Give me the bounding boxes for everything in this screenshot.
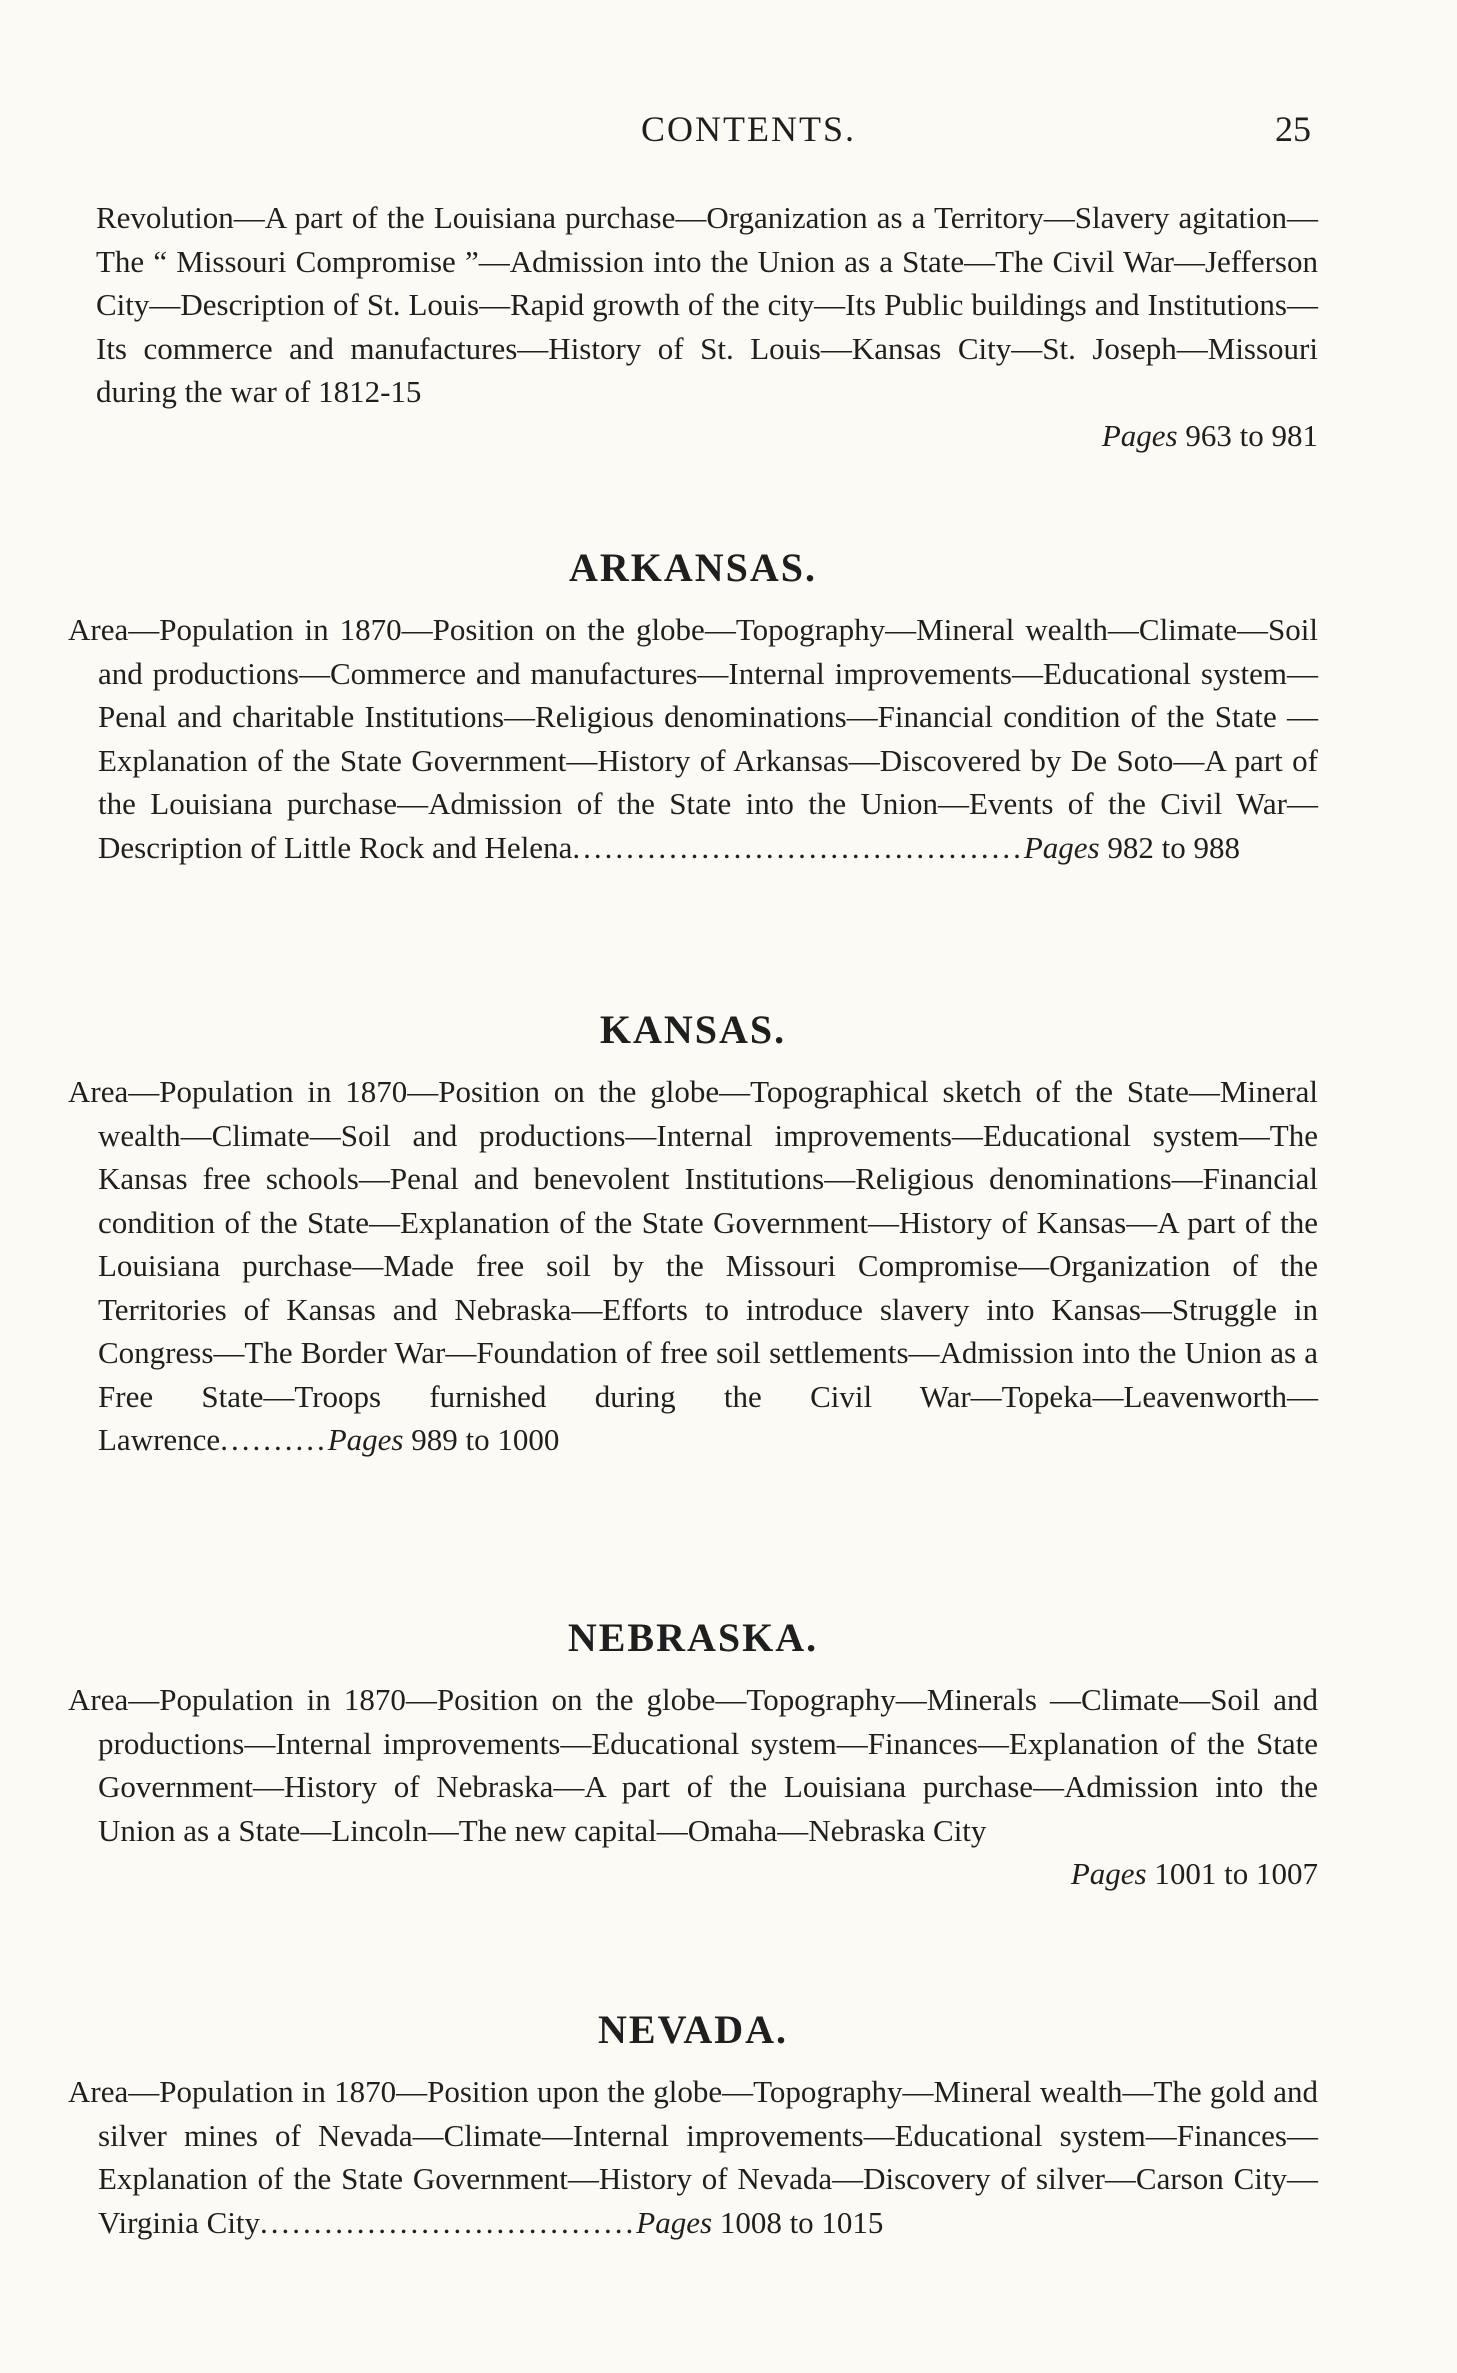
section-kansas (68, 1000, 1318, 1462)
section-nevada (68, 2000, 1318, 2244)
section-summary-missouri: Revolution—A part of the Louisiana purchase—Organization as a Territory—Slavery agitation—The “ Missouri Compromise ”—Admission into the Union as a State—The Civil War—Jefferson City—Description of St. Louis—Rapid growth of the city—Its Public buildings and Institutions—Its commerce and manufactures—History of St. Louis—Kansas City—St. Joseph—Missouri during the war of 1812-15 (96, 200, 1318, 409)
pages-reference-nevada (636, 2205, 883, 2240)
page-number: 25 (1275, 109, 1311, 149)
pages-reference-arkansas (1024, 830, 1240, 865)
leader-dots: .......... (220, 1422, 328, 1457)
pages-range: 1001 to 1007 (1154, 1856, 1318, 1891)
section-arkansas (68, 538, 1318, 869)
pages-reference-kansas (328, 1422, 560, 1457)
section-summary-kansas (68, 1070, 1318, 1462)
page-title: CONTENTS. (641, 109, 856, 149)
pages-label: Pages (327, 1422, 404, 1457)
section-nebraska (68, 1608, 1318, 1896)
pages-range: 1008 to 1015 (719, 2204, 884, 2240)
pages-label: Pages (1070, 1856, 1147, 1891)
summary-text: Area—Population in 1870—Position upon the globe—Topography—Mineral wealth—The gold and silver mines of Nevada—Climate—Internal improvements—Educational system—Finances—Explanation of the State Government—History of Nevada—Discovery of silver—Carson City—Virginia City (68, 2074, 1318, 2240)
section-heading-arkansas: ARKANSAS. (568, 545, 818, 590)
leader-dots: ................................... (260, 2204, 637, 2240)
pages-range: 982 to 988 (1107, 829, 1240, 865)
leader-dots: .......................................... (572, 829, 1024, 865)
section-heading-nebraska: NEBRASKA. (567, 1615, 819, 1660)
pages-reference-nebraska (68, 1852, 1318, 1896)
pages-label: Pages (1101, 417, 1178, 453)
pages-label: Pages (1023, 829, 1100, 865)
pages-range: 989 to 1000 (411, 1422, 560, 1457)
pages-range: 963 to 981 (1185, 417, 1318, 453)
section-heading-nevada: NEVADA. (598, 2007, 788, 2052)
section-summary-nebraska: Area—Population in 1870—Position on the globe—Topography—Minerals —Climate—Soil and productions—Internal improvements—Educational system—Finances—Explanation of the State Government—History of Nebraska—A part of the Louisiana purchase—Admission into the Union as a State—Lincoln—The new capital—Omaha—Nebraska City (68, 1682, 1318, 1848)
section-summary-arkansas (68, 608, 1318, 869)
pages-reference-missouri (68, 414, 1318, 458)
pages-label: Pages (636, 2204, 713, 2240)
section-summary-nevada (68, 2070, 1318, 2244)
section-heading-kansas: KANSAS. (599, 1007, 787, 1052)
summary-text: Area—Population in 1870—Position on the globe—Topographical sketch of the State—Mineral wealth—Climate—Soil and productions—Internal improvements—Educational system—The Kansas free schools—Penal and benevolent Institutions—Religious denominations—Financial condition of the State—Explanation of the State Government—History of Kansas—A part of the Louisiana purchase—Made free soil by the Missouri Compromise—Organization of the Territories of Kansas and Nebraska—Efforts to introduce slavery into Kansas—Struggle in Congress—The Border War—Foundation of free soil settlements—Admission into the Union as a Free State—Troops furnished during the Civil War—Topeka—Leavenworth—Lawrence (68, 1074, 1318, 1457)
running-head (96, 108, 1311, 158)
summary-text: Area—Population in 1870—Position on the globe—Topography—Mineral wealth—Climate—Soil and productions—Commerce and manufactures—Internal improvements—Educational system—Penal and charitable Institutions—Religious denominations—Financial condition of the State —Explanation of the State Government—History of Arkansas—Discovered by De Soto—A part of the Louisiana purchase—Admission of the State into the Union—Events of the Civil War—Description of Little Rock and Helena (68, 612, 1318, 865)
section-missouri-continued (68, 196, 1318, 457)
